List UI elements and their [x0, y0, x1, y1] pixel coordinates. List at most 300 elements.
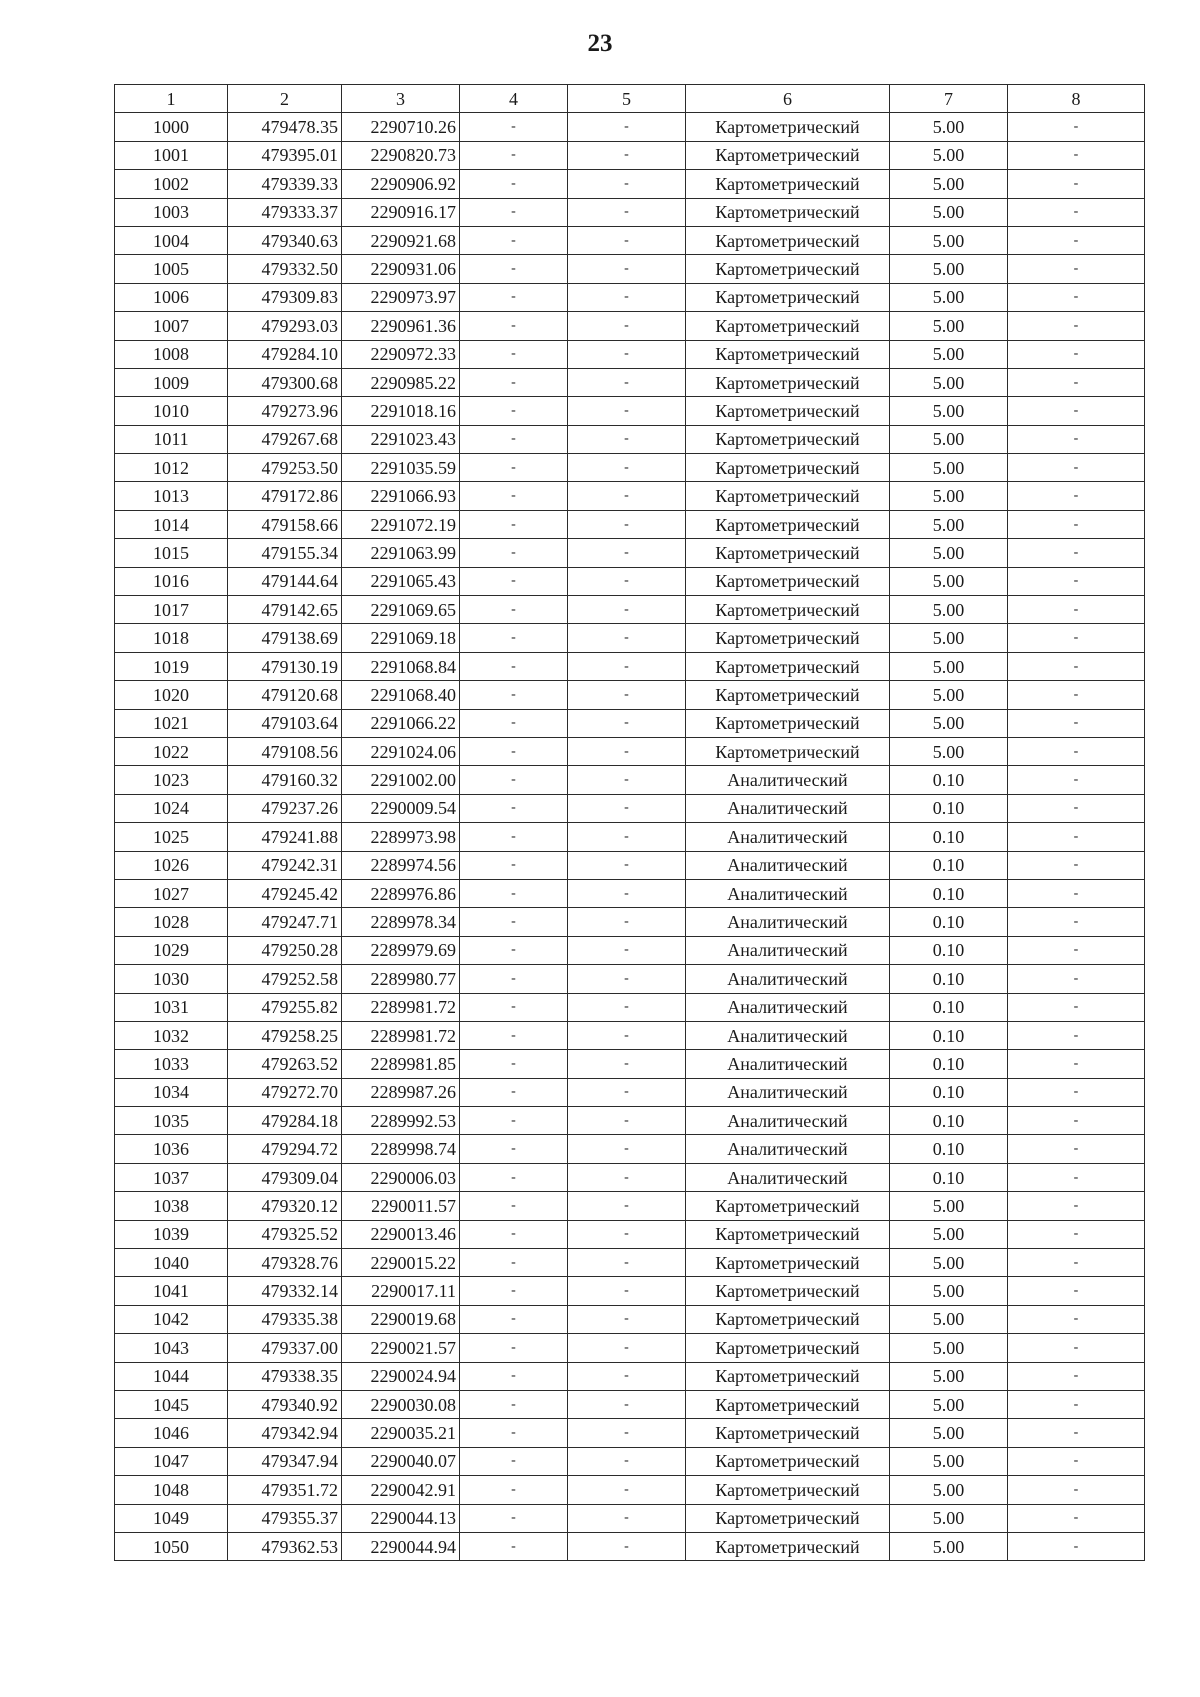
- cell-coord-x: 479273.96: [228, 397, 342, 425]
- column-header: 4: [460, 85, 568, 113]
- cell-point-number: 1021: [115, 709, 228, 737]
- cell-col-5: -: [568, 141, 686, 169]
- cell-method: Картометрический: [686, 255, 890, 283]
- cell-point-number: 1017: [115, 596, 228, 624]
- cell-point-number: 1037: [115, 1163, 228, 1191]
- cell-coord-x: 479340.63: [228, 226, 342, 254]
- cell-coord-x: 479253.50: [228, 454, 342, 482]
- cell-precision: 5.00: [890, 283, 1008, 311]
- cell-col-4: -: [460, 737, 568, 765]
- cell-col-8: -: [1008, 936, 1145, 964]
- cell-col-5: -: [568, 283, 686, 311]
- cell-precision: 5.00: [890, 1220, 1008, 1248]
- cell-col-8: -: [1008, 908, 1145, 936]
- cell-point-number: 1038: [115, 1192, 228, 1220]
- cell-precision: 5.00: [890, 1390, 1008, 1418]
- cell-col-4: -: [460, 1050, 568, 1078]
- cell-coord-x: 479144.64: [228, 567, 342, 595]
- cell-coord-y: 2290011.57: [342, 1192, 460, 1220]
- cell-precision: 5.00: [890, 113, 1008, 141]
- cell-coord-x: 479355.37: [228, 1504, 342, 1532]
- cell-point-number: 1041: [115, 1277, 228, 1305]
- cell-col-5: -: [568, 1249, 686, 1277]
- cell-col-8: -: [1008, 113, 1145, 141]
- cell-col-4: -: [460, 170, 568, 198]
- cell-coord-x: 479255.82: [228, 993, 342, 1021]
- cell-precision: 5.00: [890, 624, 1008, 652]
- cell-col-5: -: [568, 709, 686, 737]
- cell-coord-y: 2291063.99: [342, 539, 460, 567]
- cell-col-5: -: [568, 1447, 686, 1475]
- cell-coord-x: 479293.03: [228, 312, 342, 340]
- cell-point-number: 1003: [115, 198, 228, 226]
- cell-coord-x: 479258.25: [228, 1021, 342, 1049]
- cell-method: Картометрический: [686, 454, 890, 482]
- cell-method: Картометрический: [686, 170, 890, 198]
- cell-coord-y: 2290931.06: [342, 255, 460, 283]
- cell-col-5: -: [568, 1532, 686, 1560]
- cell-precision: 5.00: [890, 1362, 1008, 1390]
- cell-precision: 5.00: [890, 1334, 1008, 1362]
- cell-col-5: -: [568, 936, 686, 964]
- cell-method: Аналитический: [686, 1021, 890, 1049]
- cell-method: Картометрический: [686, 737, 890, 765]
- cell-precision: 5.00: [890, 539, 1008, 567]
- cell-method: Картометрический: [686, 226, 890, 254]
- cell-col-5: -: [568, 368, 686, 396]
- cell-col-4: -: [460, 454, 568, 482]
- cell-coord-x: 479242.31: [228, 851, 342, 879]
- table-row: [115, 1050, 1145, 1078]
- cell-col-8: -: [1008, 1192, 1145, 1220]
- cell-coord-x: 479284.10: [228, 340, 342, 368]
- cell-point-number: 1034: [115, 1078, 228, 1106]
- cell-coord-y: 2291023.43: [342, 425, 460, 453]
- table-row: [115, 1249, 1145, 1277]
- cell-method: Картометрический: [686, 1192, 890, 1220]
- table-row: [115, 510, 1145, 538]
- table-row: [115, 340, 1145, 368]
- cell-col-8: -: [1008, 879, 1145, 907]
- cell-col-8: -: [1008, 1277, 1145, 1305]
- cell-precision: 5.00: [890, 1504, 1008, 1532]
- cell-coord-y: 2289987.26: [342, 1078, 460, 1106]
- cell-point-number: 1035: [115, 1107, 228, 1135]
- cell-col-8: -: [1008, 482, 1145, 510]
- table-row: [115, 539, 1145, 567]
- cell-coord-y: 2290044.13: [342, 1504, 460, 1532]
- cell-precision: 5.00: [890, 454, 1008, 482]
- cell-method: Картометрический: [686, 1362, 890, 1390]
- table-row: [115, 1305, 1145, 1333]
- cell-coord-y: 2291066.22: [342, 709, 460, 737]
- cell-col-5: -: [568, 539, 686, 567]
- cell-precision: 5.00: [890, 1419, 1008, 1447]
- cell-col-4: -: [460, 539, 568, 567]
- cell-col-4: -: [460, 226, 568, 254]
- cell-col-4: -: [460, 1419, 568, 1447]
- cell-coord-y: 2291072.19: [342, 510, 460, 538]
- cell-coord-x: 479247.71: [228, 908, 342, 936]
- cell-point-number: 1010: [115, 397, 228, 425]
- cell-col-5: -: [568, 652, 686, 680]
- cell-col-8: -: [1008, 1021, 1145, 1049]
- cell-col-4: -: [460, 624, 568, 652]
- cell-col-4: -: [460, 567, 568, 595]
- cell-col-4: -: [460, 1249, 568, 1277]
- cell-coord-x: 479351.72: [228, 1476, 342, 1504]
- cell-col-5: -: [568, 965, 686, 993]
- table-row: [115, 1135, 1145, 1163]
- cell-col-4: -: [460, 1135, 568, 1163]
- table-row: [115, 1277, 1145, 1305]
- cell-method: Картометрический: [686, 141, 890, 169]
- cell-col-5: -: [568, 766, 686, 794]
- cell-method: Картометрический: [686, 1476, 890, 1504]
- cell-col-5: -: [568, 1163, 686, 1191]
- table-row: [115, 198, 1145, 226]
- cell-col-4: -: [460, 1390, 568, 1418]
- cell-coord-x: 479120.68: [228, 681, 342, 709]
- cell-col-4: -: [460, 368, 568, 396]
- cell-precision: 5.00: [890, 368, 1008, 396]
- table-row: [115, 255, 1145, 283]
- cell-precision: 0.10: [890, 794, 1008, 822]
- cell-method: Картометрический: [686, 567, 890, 595]
- cell-precision: 5.00: [890, 425, 1008, 453]
- cell-precision: 5.00: [890, 1192, 1008, 1220]
- cell-col-4: -: [460, 936, 568, 964]
- cell-point-number: 1030: [115, 965, 228, 993]
- cell-col-5: -: [568, 1334, 686, 1362]
- cell-col-4: -: [460, 1277, 568, 1305]
- cell-col-4: -: [460, 113, 568, 141]
- cell-col-5: -: [568, 312, 686, 340]
- cell-coord-y: 2290019.68: [342, 1305, 460, 1333]
- cell-col-5: -: [568, 737, 686, 765]
- cell-point-number: 1040: [115, 1249, 228, 1277]
- cell-col-5: -: [568, 1107, 686, 1135]
- cell-precision: 5.00: [890, 340, 1008, 368]
- cell-col-4: -: [460, 1532, 568, 1560]
- table-row: [115, 681, 1145, 709]
- cell-method: Картометрический: [686, 624, 890, 652]
- cell-method: Картометрический: [686, 368, 890, 396]
- cell-precision: 5.00: [890, 1249, 1008, 1277]
- cell-coord-y: 2291002.00: [342, 766, 460, 794]
- cell-coord-x: 479294.72: [228, 1135, 342, 1163]
- cell-coord-y: 2290042.91: [342, 1476, 460, 1504]
- cell-point-number: 1006: [115, 283, 228, 311]
- table-row: [115, 624, 1145, 652]
- cell-point-number: 1029: [115, 936, 228, 964]
- cell-method: Аналитический: [686, 993, 890, 1021]
- cell-coord-y: 2290973.97: [342, 283, 460, 311]
- table-row: [115, 1390, 1145, 1418]
- cell-coord-y: 2290985.22: [342, 368, 460, 396]
- table-row: [115, 368, 1145, 396]
- cell-precision: 0.10: [890, 1050, 1008, 1078]
- cell-coord-y: 2289979.69: [342, 936, 460, 964]
- cell-col-5: -: [568, 510, 686, 538]
- table-row: [115, 596, 1145, 624]
- cell-col-8: -: [1008, 993, 1145, 1021]
- cell-col-8: -: [1008, 1163, 1145, 1191]
- cell-precision: 0.10: [890, 1078, 1008, 1106]
- cell-method: Аналитический: [686, 1078, 890, 1106]
- cell-coord-y: 2290906.92: [342, 170, 460, 198]
- table-row: [115, 737, 1145, 765]
- table-row: [115, 567, 1145, 595]
- cell-coord-x: 479340.92: [228, 1390, 342, 1418]
- cell-col-5: -: [568, 1390, 686, 1418]
- cell-coord-y: 2289978.34: [342, 908, 460, 936]
- table-row: [115, 141, 1145, 169]
- cell-col-5: -: [568, 170, 686, 198]
- cell-coord-y: 2290024.94: [342, 1362, 460, 1390]
- cell-col-8: -: [1008, 368, 1145, 396]
- cell-precision: 0.10: [890, 1163, 1008, 1191]
- cell-precision: 0.10: [890, 766, 1008, 794]
- cell-precision: 5.00: [890, 652, 1008, 680]
- table-row: [115, 823, 1145, 851]
- cell-point-number: 1012: [115, 454, 228, 482]
- cell-coord-y: 2289974.56: [342, 851, 460, 879]
- table-row: [115, 397, 1145, 425]
- cell-coord-y: 2290916.17: [342, 198, 460, 226]
- cell-precision: 0.10: [890, 1135, 1008, 1163]
- cell-method: Картометрический: [686, 1249, 890, 1277]
- table-row: [115, 226, 1145, 254]
- column-header: 7: [890, 85, 1008, 113]
- cell-col-8: -: [1008, 539, 1145, 567]
- cell-col-8: -: [1008, 737, 1145, 765]
- cell-point-number: 1009: [115, 368, 228, 396]
- cell-col-5: -: [568, 1277, 686, 1305]
- cell-coord-x: 479332.14: [228, 1277, 342, 1305]
- cell-col-5: -: [568, 823, 686, 851]
- cell-method: Картометрический: [686, 1447, 890, 1475]
- cell-coord-x: 479252.58: [228, 965, 342, 993]
- cell-precision: 5.00: [890, 255, 1008, 283]
- cell-coord-x: 479347.94: [228, 1447, 342, 1475]
- cell-col-5: -: [568, 908, 686, 936]
- cell-col-8: -: [1008, 766, 1145, 794]
- cell-col-5: -: [568, 113, 686, 141]
- cell-coord-y: 2291035.59: [342, 454, 460, 482]
- coordinates-table: [114, 84, 1145, 1561]
- cell-coord-y: 2290961.36: [342, 312, 460, 340]
- cell-coord-y: 2290820.73: [342, 141, 460, 169]
- cell-col-4: -: [460, 510, 568, 538]
- cell-col-5: -: [568, 624, 686, 652]
- cell-coord-x: 479103.64: [228, 709, 342, 737]
- cell-col-5: -: [568, 879, 686, 907]
- table-row: [115, 709, 1145, 737]
- cell-method: Аналитический: [686, 936, 890, 964]
- table-row: [115, 1163, 1145, 1191]
- cell-coord-x: 479395.01: [228, 141, 342, 169]
- cell-col-5: -: [568, 1050, 686, 1078]
- cell-coord-x: 479108.56: [228, 737, 342, 765]
- cell-coord-x: 479142.65: [228, 596, 342, 624]
- cell-method: Аналитический: [686, 1107, 890, 1135]
- cell-col-4: -: [460, 1362, 568, 1390]
- cell-col-4: -: [460, 1163, 568, 1191]
- table-row: [115, 482, 1145, 510]
- cell-col-8: -: [1008, 596, 1145, 624]
- cell-coord-x: 479338.35: [228, 1362, 342, 1390]
- cell-coord-x: 479320.12: [228, 1192, 342, 1220]
- cell-coord-y: 2290017.11: [342, 1277, 460, 1305]
- table-row: [115, 851, 1145, 879]
- cell-coord-x: 479172.86: [228, 482, 342, 510]
- column-header: 2: [228, 85, 342, 113]
- cell-coord-x: 479250.28: [228, 936, 342, 964]
- cell-col-8: -: [1008, 1078, 1145, 1106]
- cell-precision: 5.00: [890, 1532, 1008, 1560]
- table-row: [115, 1107, 1145, 1135]
- cell-coord-y: 2290009.54: [342, 794, 460, 822]
- cell-col-5: -: [568, 482, 686, 510]
- cell-precision: 0.10: [890, 823, 1008, 851]
- cell-col-4: -: [460, 794, 568, 822]
- cell-coord-x: 479309.04: [228, 1163, 342, 1191]
- cell-precision: 0.10: [890, 879, 1008, 907]
- cell-method: Картометрический: [686, 425, 890, 453]
- cell-col-8: -: [1008, 1135, 1145, 1163]
- cell-method: Аналитический: [686, 851, 890, 879]
- cell-col-5: -: [568, 397, 686, 425]
- cell-point-number: 1004: [115, 226, 228, 254]
- cell-coord-x: 479309.83: [228, 283, 342, 311]
- table-row: [115, 652, 1145, 680]
- cell-col-5: -: [568, 681, 686, 709]
- cell-col-8: -: [1008, 141, 1145, 169]
- cell-col-8: -: [1008, 823, 1145, 851]
- cell-method: Аналитический: [686, 794, 890, 822]
- cell-point-number: 1007: [115, 312, 228, 340]
- cell-coord-y: 2291068.84: [342, 652, 460, 680]
- cell-col-5: -: [568, 1504, 686, 1532]
- page-number: 23: [587, 30, 613, 57]
- table-header-row: [115, 85, 1145, 113]
- cell-method: Аналитический: [686, 1135, 890, 1163]
- cell-coord-x: 479245.42: [228, 879, 342, 907]
- cell-coord-y: 2290035.21: [342, 1419, 460, 1447]
- cell-method: Аналитический: [686, 766, 890, 794]
- cell-col-4: -: [460, 681, 568, 709]
- column-header: 5: [568, 85, 686, 113]
- cell-col-8: -: [1008, 454, 1145, 482]
- table-row: [115, 1021, 1145, 1049]
- cell-coord-y: 2291018.16: [342, 397, 460, 425]
- cell-method: Картометрический: [686, 596, 890, 624]
- cell-col-8: -: [1008, 198, 1145, 226]
- cell-method: Картометрический: [686, 709, 890, 737]
- cell-col-4: -: [460, 1078, 568, 1106]
- cell-col-8: -: [1008, 1419, 1145, 1447]
- cell-point-number: 1005: [115, 255, 228, 283]
- cell-col-8: -: [1008, 170, 1145, 198]
- cell-precision: 0.10: [890, 908, 1008, 936]
- table-row: [115, 879, 1145, 907]
- cell-coord-y: 2289980.77: [342, 965, 460, 993]
- cell-col-8: -: [1008, 1050, 1145, 1078]
- cell-point-number: 1042: [115, 1305, 228, 1333]
- cell-coord-y: 2291024.06: [342, 737, 460, 765]
- cell-col-8: -: [1008, 794, 1145, 822]
- cell-col-4: -: [460, 851, 568, 879]
- cell-col-5: -: [568, 198, 686, 226]
- cell-col-5: -: [568, 851, 686, 879]
- cell-method: Картометрический: [686, 510, 890, 538]
- cell-col-4: -: [460, 596, 568, 624]
- cell-col-4: -: [460, 1021, 568, 1049]
- cell-point-number: 1031: [115, 993, 228, 1021]
- cell-col-4: -: [460, 141, 568, 169]
- cell-precision: 5.00: [890, 170, 1008, 198]
- cell-coord-x: 479332.50: [228, 255, 342, 283]
- cell-point-number: 1047: [115, 1447, 228, 1475]
- cell-method: Картометрический: [686, 340, 890, 368]
- table-row: [115, 1447, 1145, 1475]
- cell-coord-x: 479237.26: [228, 794, 342, 822]
- cell-col-4: -: [460, 709, 568, 737]
- cell-precision: 0.10: [890, 993, 1008, 1021]
- cell-col-5: -: [568, 1078, 686, 1106]
- cell-col-8: -: [1008, 681, 1145, 709]
- cell-method: Аналитический: [686, 1050, 890, 1078]
- cell-point-number: 1033: [115, 1050, 228, 1078]
- cell-precision: 0.10: [890, 1107, 1008, 1135]
- cell-coord-y: 2290710.26: [342, 113, 460, 141]
- table-row: [115, 1504, 1145, 1532]
- cell-coord-x: 479333.37: [228, 198, 342, 226]
- cell-col-4: -: [460, 482, 568, 510]
- cell-coord-y: 2291066.93: [342, 482, 460, 510]
- cell-precision: 5.00: [890, 312, 1008, 340]
- cell-col-4: -: [460, 879, 568, 907]
- cell-point-number: 1016: [115, 567, 228, 595]
- cell-point-number: 1043: [115, 1334, 228, 1362]
- cell-point-number: 1039: [115, 1220, 228, 1248]
- cell-col-8: -: [1008, 1249, 1145, 1277]
- cell-col-8: -: [1008, 397, 1145, 425]
- table-row: [115, 1220, 1145, 1248]
- cell-col-8: -: [1008, 510, 1145, 538]
- cell-col-5: -: [568, 567, 686, 595]
- cell-coord-y: 2290015.22: [342, 1249, 460, 1277]
- cell-precision: 5.00: [890, 198, 1008, 226]
- cell-col-8: -: [1008, 652, 1145, 680]
- cell-precision: 5.00: [890, 1305, 1008, 1333]
- column-header: 3: [342, 85, 460, 113]
- cell-coord-x: 479362.53: [228, 1532, 342, 1560]
- cell-method: Картометрический: [686, 1390, 890, 1418]
- cell-point-number: 1015: [115, 539, 228, 567]
- cell-col-4: -: [460, 1334, 568, 1362]
- cell-col-5: -: [568, 596, 686, 624]
- table-row: [115, 113, 1145, 141]
- cell-col-4: -: [460, 965, 568, 993]
- cell-coord-y: 2291065.43: [342, 567, 460, 595]
- cell-col-4: -: [460, 766, 568, 794]
- cell-coord-x: 479335.38: [228, 1305, 342, 1333]
- cell-col-8: -: [1008, 1504, 1145, 1532]
- table-row: [115, 1362, 1145, 1390]
- cell-precision: 0.10: [890, 936, 1008, 964]
